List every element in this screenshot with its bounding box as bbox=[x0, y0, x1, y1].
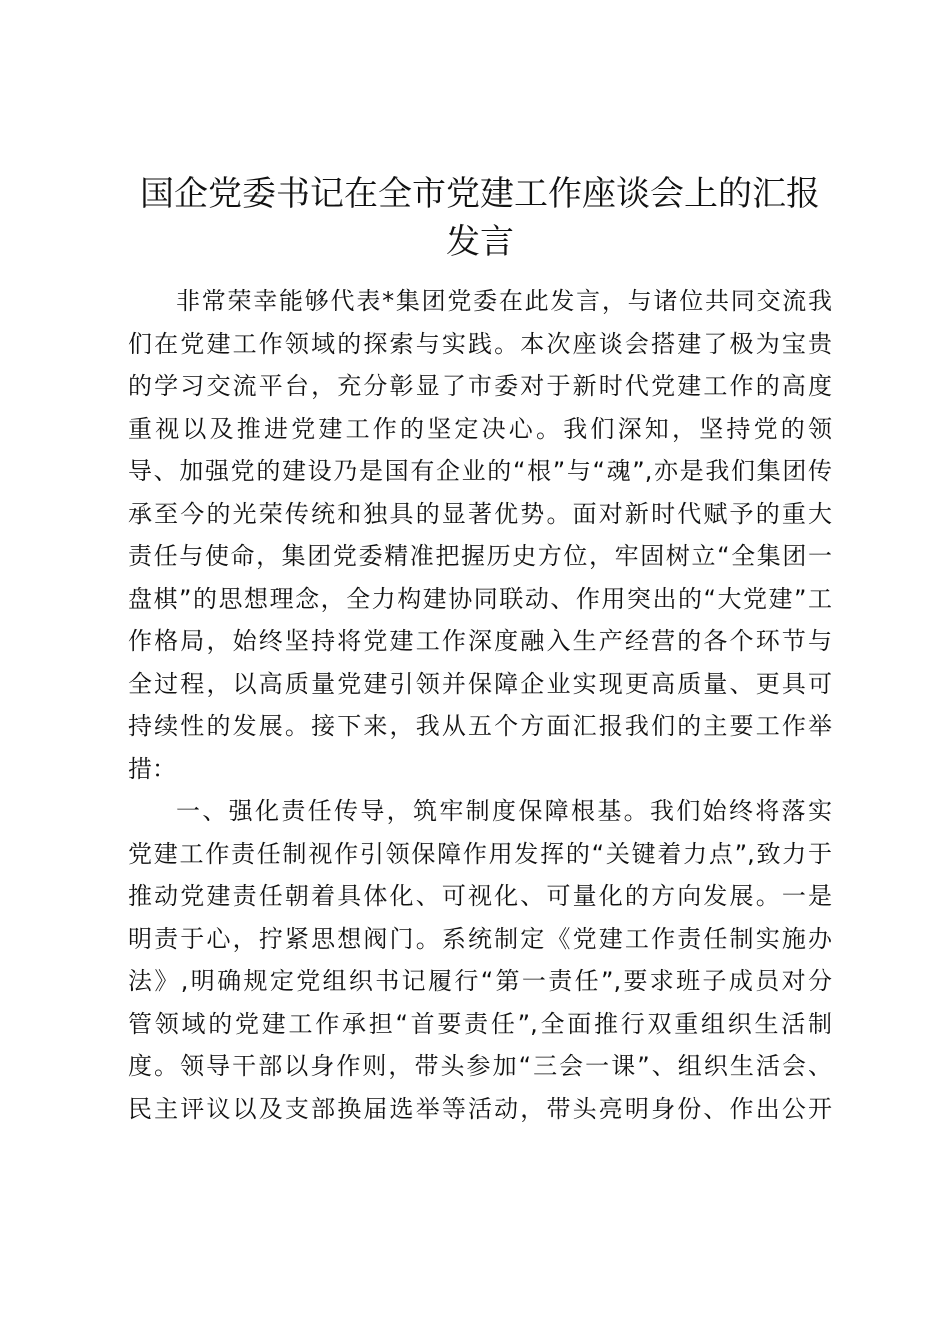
text-line: 导、加强党的建设乃是国有企业的“根”与“魂”,亦是我们集团传 bbox=[128, 457, 832, 485]
text-line: 度。领导干部以身作则，带头参加“三会一课”、组织生活会、 bbox=[128, 1052, 832, 1080]
text-line: 全过程，以高质量党建引领并保障企业实现更高质量、更具可 bbox=[128, 669, 832, 698]
text-line: 法》,明确规定党组织书记履行“第一责任”,要求班子成员对分 bbox=[128, 967, 832, 995]
document-title bbox=[110, 170, 850, 266]
paragraph-intro bbox=[128, 280, 832, 790]
text-line: 一、强化责任传导，筑牢制度保障根基。我们始终将落实 bbox=[176, 797, 832, 825]
text-line: 非常荣幸能够代表*集团党委在此发言，与诸位共同交流我 bbox=[176, 287, 832, 315]
text-line: 管领域的党建工作承担“首要责任”,全面推行双重组织生活制 bbox=[128, 1009, 832, 1038]
text-line: 的学习交流平台，充分彰显了市委对于新时代党建工作的高度 bbox=[128, 372, 832, 400]
paragraph-section-one bbox=[128, 790, 832, 1130]
text-line: 党建工作责任制视作引领保障作用发挥的“关键着力点”,致力于 bbox=[128, 839, 832, 868]
title-line-2: 发言 bbox=[446, 222, 514, 262]
text-line: 重视以及推进党建工作的坚定决心。我们深知，坚持党的领 bbox=[128, 414, 832, 443]
text-line: 持续性的发展。接下来，我从五个方面汇报我们的主要工作举 bbox=[128, 712, 832, 740]
text-line: 们在党建工作领域的探索与实践。本次座谈会搭建了极为宝贵 bbox=[128, 329, 832, 358]
title-line-1: 国企党委书记在全市党建工作座谈会上的汇报 bbox=[140, 174, 820, 214]
text-line: 措： bbox=[128, 754, 176, 783]
text-line: 明责于心，拧紧思想阀门。系统制定《党建工作责任制实施办 bbox=[128, 924, 832, 953]
text-line: 作格局，始终坚持将党建工作深度融入生产经营的各个环节与 bbox=[128, 627, 832, 655]
text-line: 承至今的光荣传统和独具的显著优势。面对新时代赋予的重大 bbox=[128, 499, 832, 528]
document-body bbox=[128, 280, 832, 1130]
text-line: 盘棋”的思想理念，全力构建协同联动、作用突出的“大党建”工 bbox=[128, 584, 832, 613]
text-line: 责任与使命，集团党委精准把握历史方位，牢固树立“全集团一 bbox=[128, 542, 832, 570]
text-line: 民主评议以及支部换届选举等活动，带头亮明身份、作出公开 bbox=[128, 1094, 832, 1123]
text-line: 推动党建责任朝着具体化、可视化、可量化的方向发展。一是 bbox=[128, 882, 832, 910]
